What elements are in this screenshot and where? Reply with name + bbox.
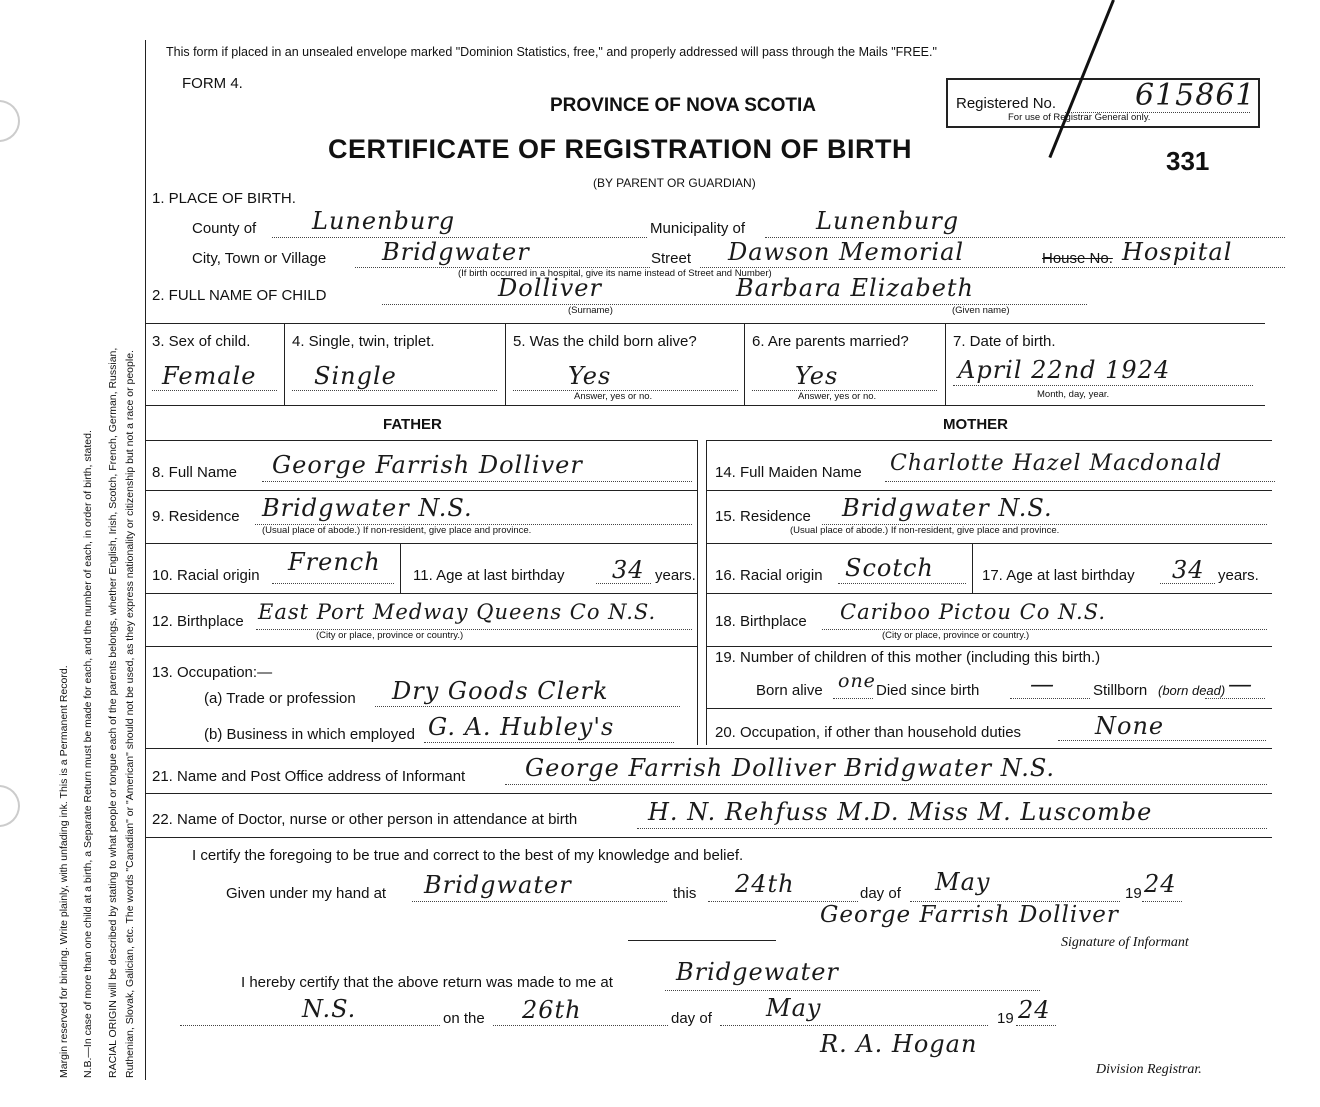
county-value: Lunenburg bbox=[312, 207, 456, 235]
municipality-value: Lunenburg bbox=[816, 207, 960, 235]
single-label: 4. Single, twin, triplet. bbox=[292, 333, 435, 350]
stillborn-label: Stillborn bbox=[1093, 682, 1148, 699]
mother-children-label: 19. Number of children of this mother (including this birth.) bbox=[715, 649, 1101, 666]
registrar-stamp: 331 bbox=[1166, 146, 1210, 176]
given-under-label: Given under my hand at bbox=[226, 885, 387, 902]
registrar-signature: R. A. Hogan bbox=[820, 1030, 978, 1058]
doctor-value: H. N. Rehfuss M.D. Miss M. Luscombe bbox=[648, 798, 1153, 826]
father-business-value: G. A. Hubley's bbox=[428, 713, 615, 741]
father-business-label: (b) Business in which employed bbox=[204, 726, 415, 743]
mother-residence-label: 15. Residence bbox=[715, 508, 811, 525]
informant-value: George Farrish Dolliver Bridgwater N.S. bbox=[525, 754, 1056, 782]
house-label: House No. bbox=[1042, 250, 1113, 267]
mother-name-value: Charlotte Hazel Macdonald bbox=[890, 451, 1223, 476]
single-value: Single bbox=[314, 362, 397, 390]
mother-birthplace-caption: (City or place, province or country.) bbox=[882, 630, 1030, 641]
father-residence-value: Bridgwater N.S. bbox=[262, 494, 473, 522]
child-given-name: Barbara Elizabeth bbox=[736, 274, 974, 302]
father-residence-label: 9. Residence bbox=[152, 508, 240, 525]
street-label: Street bbox=[651, 250, 692, 267]
father-age-value: 34 bbox=[612, 556, 645, 584]
born-alive-count-label: Born alive bbox=[756, 682, 823, 699]
margin-note-1: Margin reserved for binding. Write plainly, with unfading ink. This is a Permanent Record. bbox=[58, 665, 70, 1078]
punch-hole-top bbox=[0, 100, 20, 142]
registrar-province: N.S. bbox=[302, 995, 357, 1023]
father-racial-value: French bbox=[288, 548, 381, 576]
registrar-year: 24 bbox=[1018, 996, 1051, 1024]
surname-caption: (Surname) bbox=[568, 305, 613, 316]
stillborn-note: (born dead) bbox=[1158, 683, 1226, 698]
mother-residence-caption: (Usual place of abode.) If non-resident, give place and province. bbox=[790, 525, 1060, 536]
certify-day-of-label: day of bbox=[860, 885, 901, 902]
county-label: County of bbox=[192, 220, 257, 237]
father-name-value: George Farrish Dolliver bbox=[272, 451, 583, 479]
mail-notice: This form if placed in an unsealed envelope marked "Dominion Statistics, free," and properly addressed will pass through the Mails "FREE." bbox=[166, 45, 937, 59]
hospital-note: (If birth occurred in a hospital, give its name instead of Street and Number) bbox=[458, 268, 772, 279]
registrar-place: Bridgewater bbox=[676, 958, 839, 986]
mother-racial-label: 16. Racial origin bbox=[715, 567, 823, 584]
registrar-month: May bbox=[766, 994, 822, 1022]
form-left-border bbox=[145, 40, 146, 1080]
born-alive-value: Yes bbox=[568, 362, 612, 390]
born-alive-label: 5. Was the child born alive? bbox=[513, 333, 697, 350]
certify-statement: I certify the foregoing to be true and correct to the best of my knowledge and belief. bbox=[192, 847, 744, 864]
father-heading: FATHER bbox=[383, 416, 442, 433]
doctor-label: 22. Name of Doctor, nurse or other person in attendance at birth bbox=[152, 811, 578, 828]
informant-signature-caption: Signature of Informant bbox=[1061, 935, 1189, 950]
page-subtitle: (BY PARENT OR GUARDIAN) bbox=[593, 176, 756, 190]
father-name-label: 8. Full Name bbox=[152, 464, 238, 481]
father-age-years: years. bbox=[655, 567, 696, 584]
dob-label: 7. Date of birth. bbox=[953, 333, 1056, 350]
married-label: 6. Are parents married? bbox=[752, 333, 909, 350]
married-caption: Answer, yes or no. bbox=[798, 391, 877, 402]
certify-year-prefix: 19 bbox=[1125, 885, 1142, 902]
mother-occupation-label: 20. Occupation, if other than household duties bbox=[715, 724, 1022, 741]
punch-hole-bottom bbox=[0, 785, 20, 827]
father-birthplace-value: East Port Medway Queens Co N.S. bbox=[258, 600, 657, 624]
registrar-note: For use of Registrar General only. bbox=[1008, 112, 1151, 123]
form-number: FORM 4. bbox=[182, 75, 243, 92]
registrar-statement: I hereby certify that the above return was made to me at bbox=[241, 974, 613, 991]
mother-racial-value: Scotch bbox=[845, 554, 934, 582]
stillborn-count: — bbox=[1228, 670, 1253, 698]
father-residence-caption: (Usual place of abode.) If non-resident, give place and province. bbox=[262, 525, 532, 536]
city-value: Bridgwater bbox=[382, 238, 530, 266]
married-value: Yes bbox=[795, 362, 839, 390]
registered-number-label: Registered No. bbox=[956, 95, 1057, 112]
father-trade-value: Dry Goods Clerk bbox=[392, 677, 609, 705]
registrar-day-of-label: day of bbox=[671, 1010, 712, 1027]
father-birthplace-label: 12. Birthplace bbox=[152, 613, 244, 630]
child-name-label: 2. FULL NAME OF CHILD bbox=[152, 287, 327, 304]
margin-note-2: N.B.—In case of more than one child at a birth, a Separate Return must be made for each, and the number of each, in order of birth, stated. bbox=[82, 430, 94, 1078]
died-count: — bbox=[1030, 670, 1055, 698]
registered-number-value: 615861 bbox=[1135, 78, 1256, 113]
sex-value: Female bbox=[162, 362, 257, 390]
certify-month: May bbox=[935, 868, 991, 896]
mother-age-label: 17. Age at last birthday bbox=[982, 567, 1135, 584]
this-label: this bbox=[673, 885, 697, 902]
municipality-label: Municipality of bbox=[650, 220, 746, 237]
registrar-year-prefix: 19 bbox=[997, 1010, 1014, 1027]
dob-value: April 22nd 1924 bbox=[958, 356, 1171, 384]
given-place-value: Bridgwater bbox=[424, 871, 572, 899]
informant-signature: George Farrish Dolliver bbox=[820, 902, 1119, 928]
street-value: Dawson Memorial bbox=[728, 238, 965, 266]
mother-occupation-value: None bbox=[1095, 712, 1165, 740]
registrar-on-the-label: on the bbox=[443, 1010, 485, 1027]
mother-residence-value: Bridgwater N.S. bbox=[842, 494, 1053, 522]
father-occupation-label: 13. Occupation:— bbox=[152, 664, 273, 681]
child-surname: Dolliver bbox=[498, 274, 602, 302]
registrar-caption: Division Registrar. bbox=[1096, 1062, 1202, 1077]
dob-caption: Month, day, year. bbox=[1037, 389, 1110, 400]
city-label: City, Town or Village bbox=[192, 250, 327, 267]
mother-name-label: 14. Full Maiden Name bbox=[715, 464, 862, 481]
mother-birthplace-label: 18. Birthplace bbox=[715, 613, 807, 630]
registrar-day: 26th bbox=[522, 996, 582, 1024]
mother-age-years: years. bbox=[1218, 567, 1259, 584]
province-heading: PROVINCE OF NOVA SCOTIA bbox=[550, 95, 817, 116]
born-alive-count: one bbox=[838, 670, 876, 692]
informant-label: 21. Name and Post Office address of Informant bbox=[152, 768, 466, 785]
died-label: Died since birth bbox=[876, 682, 980, 699]
mother-birthplace-value: Cariboo Pictou Co N.S. bbox=[840, 600, 1107, 624]
certify-day: 24th bbox=[735, 870, 795, 898]
sex-label: 3. Sex of child. bbox=[152, 333, 251, 350]
father-trade-label: (a) Trade or profession bbox=[204, 690, 356, 707]
father-age-label: 11. Age at last birthday bbox=[413, 567, 565, 584]
place-heading: 1. PLACE OF BIRTH. bbox=[152, 190, 296, 207]
born-alive-caption: Answer, yes or no. bbox=[574, 391, 653, 402]
given-caption: (Given name) bbox=[952, 305, 1010, 316]
father-racial-label: 10. Racial origin bbox=[152, 567, 260, 584]
mother-age-value: 34 bbox=[1172, 556, 1205, 584]
father-birthplace-caption: (City or place, province or country.) bbox=[316, 630, 464, 641]
page-title: CERTIFICATE OF REGISTRATION OF BIRTH bbox=[328, 134, 912, 164]
margin-note-4: Ruthenian, Slovak, Galician, etc. The words "Canadian" or "American" should not be used, as they express nationality or citizenship but not a race or people. bbox=[124, 350, 136, 1078]
margin-note-3: RACIAL ORIGIN will be described by stating to what people or tongue each of the parents belongs, whether English, Irish, Scotch, French, German, Russian, bbox=[107, 347, 119, 1078]
certify-year: 24 bbox=[1144, 870, 1177, 898]
house-value: Hospital bbox=[1122, 238, 1233, 266]
mother-heading: MOTHER bbox=[943, 416, 1008, 433]
